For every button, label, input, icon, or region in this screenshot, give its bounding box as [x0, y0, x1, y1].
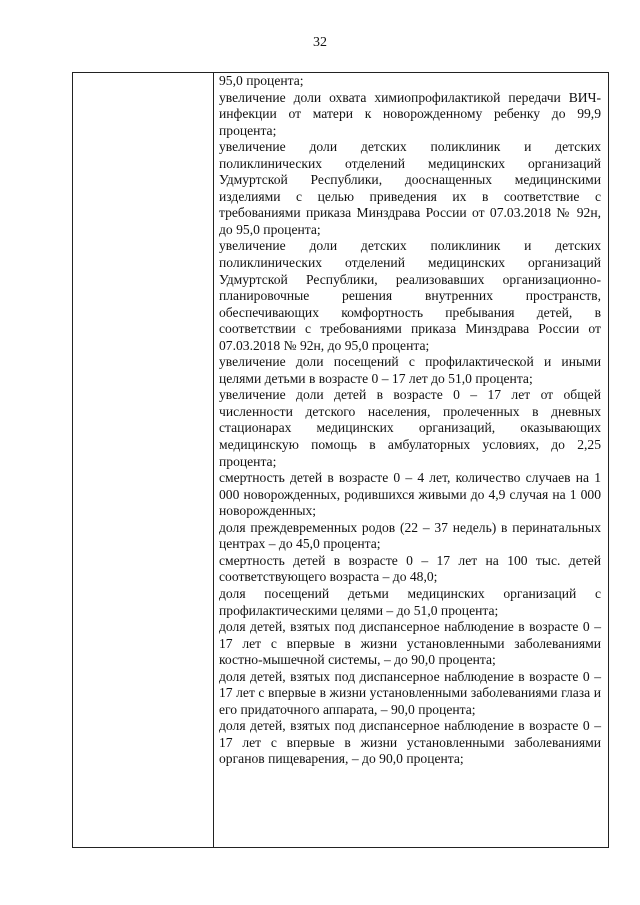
list-item: доля преждевременных родов (22 – 37 недель) в перинатальных центрах – до 45,0 процента; [219, 519, 601, 552]
list-item: смертность детей в возрасте 0 – 4 лет, количество случаев на 1 000 новорожденных, родившихся живыми до 4,9 случая на 1 000 новорожденных; [219, 470, 601, 519]
list-item: смертность детей в возрасте 0 – 17 лет на 100 тыс. детей соответствующего возраста – до 48,0; [219, 552, 601, 585]
table-left-cell [73, 73, 213, 847]
list-item: 95,0 процента; [219, 73, 304, 88]
list-item: доля детей, взятых под диспансерное наблюдение в возрасте 0 – 17 лет с впервые в жизни установленными заболеваниями органов пищеварения, – до 90,0 процента; [219, 718, 601, 767]
list-item: доля детей, взятых под диспансерное наблюдение в возрасте 0 – 17 лет с впервые в жизни установленными заболеваниями костно-мышечной системы, – до 90,0 процента; [219, 619, 601, 668]
page-number: 32 [313, 35, 327, 50]
list-item: доля детей, взятых под диспансерное наблюдение в возрасте 0 – 17 лет с впервые в жизни установленными заболеваниями глаза и его придаточного аппарата, – 90,0 процента; [219, 668, 601, 717]
list-item: увеличение доли посещений с профилактической и иными целями детьми в возрасте 0 – 17 лет до 51,0 процента; [219, 354, 601, 386]
column-divider [213, 73, 214, 847]
list-item: увеличение доли детских поликлиник и детских поликлинических отделений медицинских организаций Удмуртской Республики, дооснащенных медицинскими изделиями с целью приведения их в соответствие с требованиями приказа Минздрава России от 07.03.2018 № 92н, до 95,0 процента; [219, 139, 601, 237]
list-item: увеличение доли детских поликлиник и детских поликлинических отделений медицинских организаций Удмуртской Республики, реализовавших организационно-планировочные решения внутренних пространств, обеспечивающих комфортность пребывания детей, в соответствии с требованиями приказа Минздрава России от 07.03.2018 № 92н, до 95,0 процента; [219, 238, 601, 353]
document-table [72, 72, 609, 848]
table-right-cell [219, 73, 601, 847]
list-item: доля посещений детьми медицинских организаций с профилактическими целями – до 51,0 процента; [219, 585, 601, 618]
list-item: увеличение доли охвата химиопрофилактикой передачи ВИЧ-инфекции от матери к новорожденному ребенку до 99,9 процента; [219, 89, 601, 138]
list-item: увеличение доли детей в возрасте 0 – 17 лет от общей численности детского населения, пролеченных в дневных стационарах медицинских организаций, оказывающих медицинскую помощь в амбулаторных условиях, до 2,25 процента; [219, 387, 601, 469]
